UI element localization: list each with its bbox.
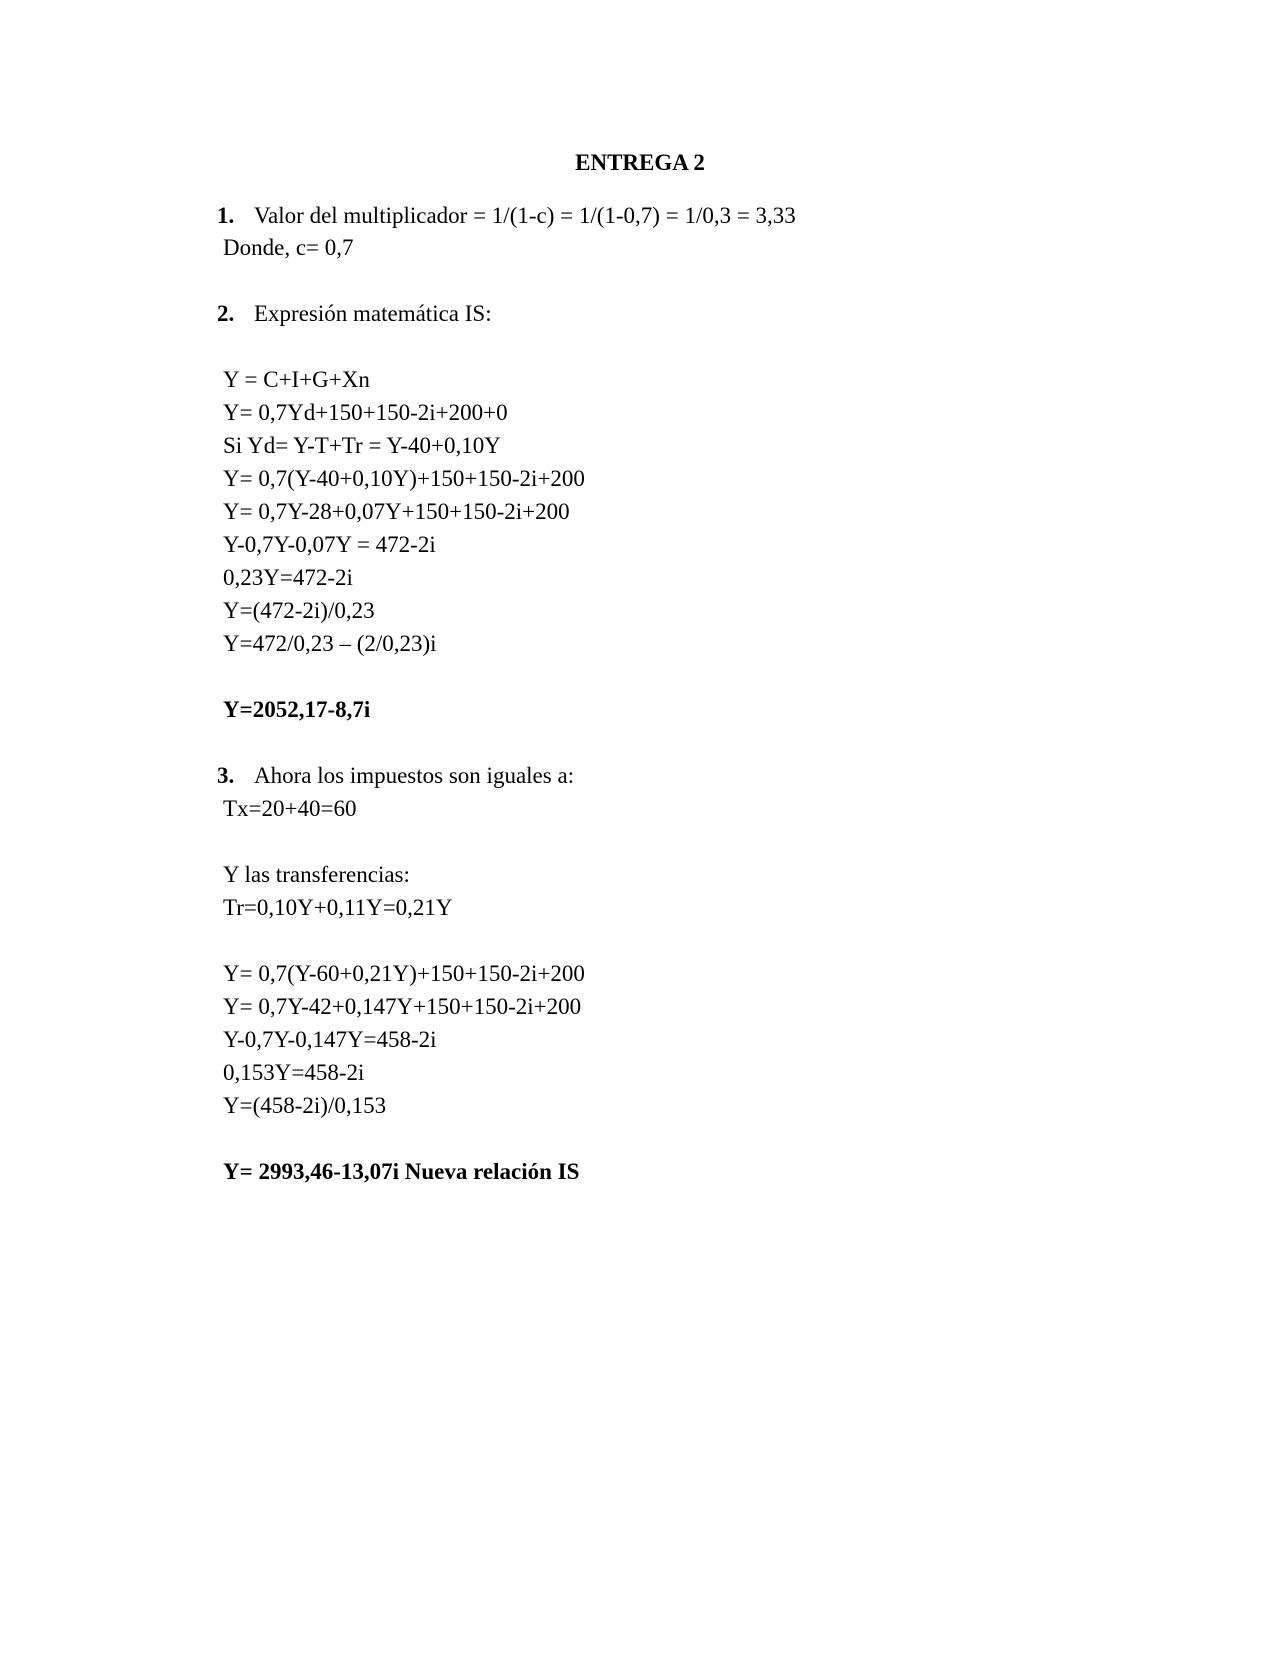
section-3-result: Y= 2993,46-13,07i Nueva relación IS bbox=[223, 1159, 580, 1184]
equation-line: Y= 0,7Yd+150+150-2i+200+0 bbox=[223, 400, 508, 425]
taxes-line: Tx=20+40=60 bbox=[223, 796, 357, 821]
section-3-heading bbox=[217, 761, 574, 791]
equation-line: Y-0,7Y-0,147Y=458-2i bbox=[223, 1027, 437, 1052]
equation-line: Y=(472-2i)/0,23 bbox=[223, 598, 375, 623]
equation-line: Y= 0,7Y-42+0,147Y+150+150-2i+200 bbox=[223, 994, 582, 1019]
equation-line: 0,23Y=472-2i bbox=[223, 565, 353, 590]
section-1-line: Donde, c= 0,7 bbox=[223, 235, 354, 260]
equation-line: Y=(458-2i)/0,153 bbox=[223, 1093, 387, 1118]
section-3-heading-text: Ahora los impuestos son iguales a: bbox=[254, 763, 575, 788]
equation-line: Y= 0,7(Y-60+0,21Y)+150+150-2i+200 bbox=[223, 961, 585, 986]
section-1-heading bbox=[217, 201, 796, 231]
section-1-heading-text: Valor del multiplicador = 1/(1-c) = 1/(1-0,7) = 1/0,3 = 3,33 bbox=[254, 203, 796, 228]
section-2-number: 2. bbox=[217, 301, 235, 326]
equation-line: Y= 0,7Y-28+0,07Y+150+150-2i+200 bbox=[223, 499, 570, 524]
equation-line: 0,153Y=458-2i bbox=[223, 1060, 365, 1085]
section-1-number: 1. bbox=[217, 203, 235, 228]
section-3-number: 3. bbox=[217, 763, 235, 788]
equation-line: Y= 0,7(Y-40+0,10Y)+150+150-2i+200 bbox=[223, 466, 585, 491]
section-2-result: Y=2052,17-8,7i bbox=[223, 697, 371, 722]
transfers-label: Y las transferencias: bbox=[223, 862, 410, 887]
section-2-heading-text: Expresión matemática IS: bbox=[254, 301, 492, 326]
transfers-line: Tr=0,10Y+0,11Y=0,21Y bbox=[223, 895, 453, 920]
equation-line: Y-0,7Y-0,07Y = 472-2i bbox=[223, 532, 436, 557]
equation-line: Y=472/0,23 – (2/0,23)i bbox=[223, 631, 437, 656]
equation-line: Si Yd= Y-T+Tr = Y-40+0,10Y bbox=[223, 433, 501, 458]
section-2-heading bbox=[217, 299, 492, 329]
document-title: ENTREGA 2 bbox=[575, 150, 705, 175]
equation-line: Y = C+I+G+Xn bbox=[223, 367, 370, 392]
